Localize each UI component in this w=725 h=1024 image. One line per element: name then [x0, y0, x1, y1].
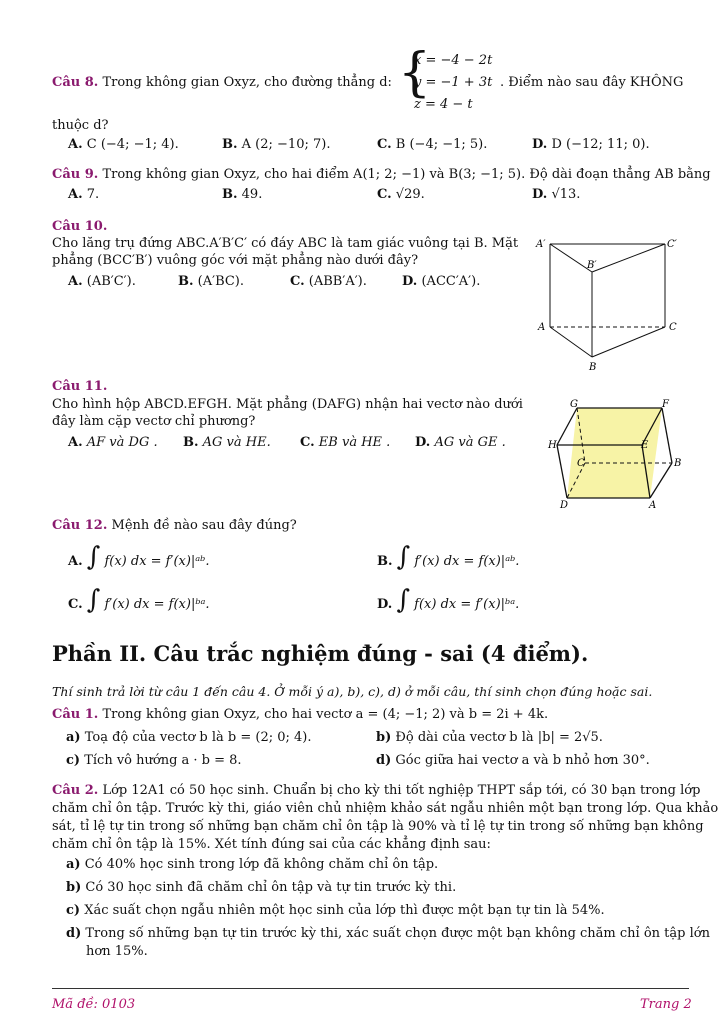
label-g: G	[570, 399, 578, 410]
label-c: C	[669, 322, 677, 333]
p2q1-item-c[interactable]: c) Tích vô hướng a · b = 8.	[66, 753, 242, 768]
q8-eq-1: x = −4 − 2t	[414, 53, 493, 68]
part2-instruction: Thí sinh trả lời từ câu 1 đến câu 4. Ở mỗi ý a), b), c), d) ở mỗi câu, thí sinh chọn đúng hoặc sai.	[52, 684, 653, 699]
q8-eq-3: z = 4 − t	[414, 97, 473, 112]
q10-line2: phẳng (BCC′B′) vuông góc với mặt phẳng nào dưới đây?	[52, 253, 419, 268]
q12-option-c[interactable]: C. ∫ f′(x) dx = f(x)|ᵇᵃ.	[68, 585, 210, 615]
q8-option-d[interactable]: D. D (−12; 11; 0).	[532, 137, 650, 152]
p2q1-item-a[interactable]: a) Toạ độ của vectơ b là b = (2; 0; 4).	[66, 730, 312, 745]
q10-option-b[interactable]: B. (A′BC).	[178, 274, 245, 289]
integral-sign: ∫	[86, 585, 101, 615]
p2q1-stem	[52, 707, 548, 722]
p2q2-item-c[interactable]: c) Xác suất chọn ngẫu nhiên một học sinh của lớp thì được một bạn tự tin là 54%.	[66, 903, 605, 918]
q11-option-a[interactable]: A. AF và DG .	[68, 435, 158, 450]
q9-option-a[interactable]: A. 7.	[68, 187, 100, 202]
p2q1-label: Câu 1.	[52, 707, 99, 722]
q8-label: Câu 8.	[52, 75, 99, 90]
footer-code: Mã đề: 0103	[52, 997, 136, 1012]
q9-label: Câu 9.	[52, 167, 99, 182]
label-b2: B	[674, 458, 682, 469]
q11-line2: đây làm cặp vectơ chỉ phương?	[52, 414, 256, 429]
p2q2-line3: sát, tỉ lệ tự tin trong số những bạn chăm chỉ ôn tập là 90% và tỉ lệ tự tin trong số những bạn không	[52, 819, 704, 834]
system-brace: {	[398, 43, 432, 103]
label-f: F	[662, 399, 669, 410]
integral-sign: ∫	[396, 585, 411, 615]
integral-sign: ∫	[396, 542, 411, 572]
p2q1-item-b[interactable]: b) Độ dài của vectơ b là |b| = 2√5.	[376, 730, 603, 745]
q12-option-d[interactable]: D. ∫ f(x) dx = f′(x)|ᵇᵃ.	[377, 585, 520, 615]
label-e: E	[641, 440, 649, 451]
p2q2-line1: Câu 2. Lớp 12A1 có 50 học sinh. Chuẩn bị cho kỳ thi tốt nghiệp THPT sắp tới, có 30 bạn trong lớp	[52, 783, 701, 798]
q11-option-d[interactable]: D. AG và GE .	[415, 435, 506, 450]
q12-text: Mệnh đề nào sau đây đúng?	[111, 518, 297, 533]
q10-label: Câu 10.	[52, 219, 108, 234]
q9-option-d[interactable]: D. √13.	[532, 187, 581, 202]
label-a2: A	[649, 500, 657, 511]
q9-stem	[52, 167, 711, 182]
footer-rule	[52, 988, 689, 989]
p2q2-line2: chăm chỉ ôn tập. Trước kỳ thi, giáo viên chủ nhiệm khảo sát ngẫu nhiên một bạn trong lớp. Qua khảo	[52, 801, 719, 816]
prism-figure	[530, 232, 690, 376]
footer-page: Trang 2	[640, 997, 692, 1012]
part2-heading: Phần II. Câu trắc nghiệm đúng - sai (4 điểm).	[52, 641, 589, 666]
q12-option-a[interactable]: A. ∫ f(x) dx = f′(x)|ᵃᵇ.	[68, 542, 210, 572]
q12-label: Câu 12.	[52, 518, 108, 533]
label-c2: C	[577, 458, 585, 469]
box-figure	[540, 398, 685, 514]
q11-option-b[interactable]: B. AG và HE.	[183, 435, 271, 450]
q8-cont: thuộc d?	[52, 118, 109, 133]
q8-eq-2: y = −1 + 3t	[414, 75, 493, 90]
q8-option-a[interactable]: A. C (−4; −1; 4).	[68, 137, 179, 152]
integral-sign: ∫	[86, 542, 101, 572]
p2q2-item-b[interactable]: b) Có 30 học sinh đã chăm chỉ ôn tập và tự tin trước kỳ thi.	[66, 880, 457, 895]
label-a-prime: A′	[536, 239, 546, 250]
q12-stem	[52, 518, 297, 533]
q11-label: Câu 11.	[52, 379, 108, 394]
p2q1-text: Trong không gian Oxyz, cho hai vectơ a = (4; −1; 2) và b = 2i + 4k.	[102, 707, 549, 722]
q10-line1: Cho lăng trụ đứng ABC.A′B′C′ có đáy ABC là tam giác vuông tại B. Mặt	[52, 236, 519, 251]
q8-option-b[interactable]: B. A (2; −10; 7).	[222, 137, 331, 152]
q10-option-a[interactable]: A. (AB′C′).	[68, 274, 136, 289]
label-b: B	[589, 362, 597, 373]
label-c-prime: C′	[667, 239, 677, 250]
label-b-prime: B′	[587, 260, 597, 271]
p2q2-label: Câu 2.	[52, 783, 99, 798]
q10-option-d[interactable]: D. (ACC′A′).	[402, 274, 481, 289]
q11-line1: Cho hình hộp ABCD.EFGH. Mặt phẳng (DAFG) nhận hai vectơ nào dưới	[52, 397, 523, 412]
p2q1-item-d[interactable]: d) Góc giữa hai vectơ a và b nhỏ hơn 30°.	[376, 753, 650, 768]
label-d: D	[560, 500, 569, 511]
p2q2-item-d[interactable]: d) Trong số những bạn tự tin trước kỳ thi, xác suất chọn được một bạn không chăm chỉ ôn tập lớn	[66, 926, 710, 941]
q11-option-c[interactable]: C. EB và HE .	[300, 435, 391, 450]
q8-intro: Trong không gian Oxyz, cho đường thẳng d:	[102, 75, 392, 90]
q12-option-b[interactable]: B. ∫ f′(x) dx = f(x)|ᵃᵇ.	[377, 542, 520, 572]
q9-text: Trong không gian Oxyz, cho hai điểm A(1; 2; −1) và B(3; −1; 5). Độ dài đoạn thẳng AB bằng	[102, 167, 711, 182]
q9-option-c[interactable]: C. √29.	[377, 187, 425, 202]
q10-option-c[interactable]: C. (ABB′A′).	[290, 274, 367, 289]
q8-tail: . Điểm nào sau đây KHÔNG	[500, 75, 684, 90]
p2q2-line4: chăm chỉ ôn tập là 15%. Xét tính đúng sai của các khẳng định sau:	[52, 837, 491, 852]
p2q2-item-a[interactable]: a) Có 40% học sinh trong lớp đã không chăm chỉ ôn tập.	[66, 857, 439, 872]
label-a: A	[538, 322, 546, 333]
q8-stem	[52, 75, 392, 90]
q8-option-c[interactable]: C. B (−4; −1; 5).	[377, 137, 488, 152]
p2q2-item-d-cont: hơn 15%.	[86, 944, 148, 959]
q9-option-b[interactable]: B. 49.	[222, 187, 263, 202]
label-h: H	[548, 440, 557, 451]
